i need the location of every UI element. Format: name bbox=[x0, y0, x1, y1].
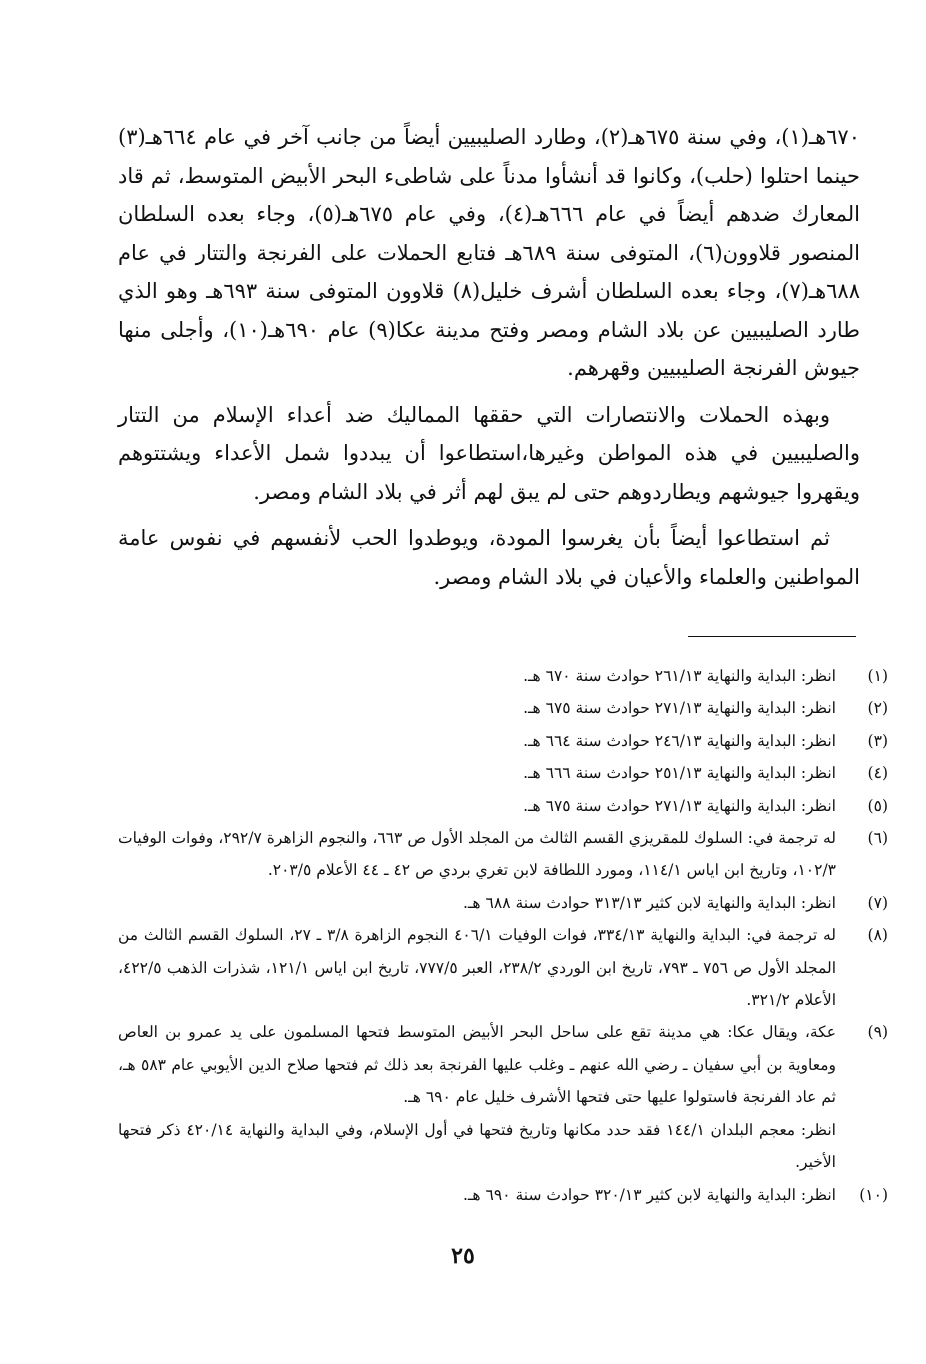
footnote-2 bbox=[118, 692, 888, 724]
footnote-8 bbox=[118, 919, 888, 1016]
footnote-text: عكة، ويقال عكا: هي مدينة تقع على ساحل البحر الأبيض المتوسط فتحها المسلمون على يد عمرو بن العاص ومعاوية بن أبي سفيان ـ رضي الله عنهم ـ وغلب عليها الفرنجة بعد ذلك ثم فتحها صلاح الدين الأيوبي عام ٥٨٣ هـ، ثم عاد الفرنجة فاستولوا عليها حتى فتحها الأشرف خليل عام ٦٩٠ هـ. bbox=[118, 1023, 836, 1107]
footnote-number: (١) bbox=[867, 667, 888, 685]
main-text bbox=[118, 118, 860, 596]
footnote-3 bbox=[118, 725, 888, 757]
footnote-text: انظر: البداية والنهاية ٢٥١/١٣ حوادث سنة ٦٦٦ هـ. bbox=[523, 764, 836, 783]
footnote-number: (٣) bbox=[867, 731, 888, 750]
footnote-text: له ترجمة في: البداية والنهاية ٣٣٤/١٣، فوات الوفيات ٤٠٦/١ النجوم الزاهرة ٣/٨ ـ ٢٧، السلوك القسم الثالث من المجلد الأول ص ٧٥٦ ـ ٧٩٣، تاريخ ابن الوردي ٢٣٨/٢، العبر ٧٧٧/٥، تاريخ ابن اياس ١٢١/١، شذرات الذهب ٤٢٢/٥، الأعلام ٣٢١/٢. bbox=[118, 926, 836, 1010]
footnotes bbox=[118, 660, 888, 1211]
footnote-9-continuation bbox=[118, 1114, 862, 1179]
footnote-text: انظر: البداية والنهاية ٢٤٦/١٣ حوادث سنة ٦٦٤ هـ. bbox=[523, 731, 836, 750]
footnote-number: (١٠) bbox=[859, 1185, 888, 1204]
footnote-4 bbox=[118, 757, 888, 789]
footnote-separator bbox=[688, 636, 856, 637]
footnote-number: (٦) bbox=[867, 829, 888, 848]
footnote-text: انظر: البداية والنهاية ٢٧١/١٣ حوادث سنة ٦٧٥ هـ. bbox=[523, 699, 836, 718]
footnote-text: انظر: معجم البلدان ١٤٤/١ فقد حدد مكانها وتاريخ فتحها في أول الإسلام، وفي البداية والنهاية ٤٢٠/١٤ ذكر فتحها الأخير. bbox=[118, 1120, 836, 1172]
footnote-1 bbox=[118, 660, 888, 692]
paragraph-3: ثم استطاعوا أيضاً بأن يغرسوا المودة، ويوطدوا الحب لأنفسهم في نفوس عامة المواطنين والعلماء والأعيان في بلاد الشام ومصر. bbox=[118, 526, 860, 589]
footnote-text: انظر: البداية والنهاية ٢٧١/١٣ حوادث سنة ٦٧٥ هـ. bbox=[523, 796, 836, 815]
footnote-9 bbox=[118, 1016, 888, 1113]
footnote-number: (٥) bbox=[867, 796, 888, 815]
footnote-text: انظر: البداية والنهاية لابن كثير ٣١٣/١٣ حوادث سنة ٦٨٨ هـ. bbox=[462, 893, 836, 912]
footnote-number: (٨) bbox=[867, 926, 888, 945]
footnote-10 bbox=[118, 1179, 888, 1211]
paragraph-2: وبهذه الحملات والانتصارات التي حققها المماليك ضد أعداء الإسلام من التتار والصليبيين في هذه المواطن وغيرها،استطاعوا أن يبددوا شمل الأعداء ويشتتوهم ويقهروا جيوشهم ويطاردوهم حتى لم يبق لهم أثر في بلاد الشام ومصر. bbox=[118, 402, 860, 504]
paragraph-1: ٦٧٠هـ(١)، وفي سنة ٦٧٥هـ(٢)، وطارد الصليبيين أيضاً من جانب آخر في عام ٦٦٤هـ(٣) حينما احتلوا (حلب)، وكانوا قد أنشأوا مدناً على شاطىء البحر الأبيض المتوسط، ثم قاد المعارك ضدهم أيضاً في عام ٦٦٦هـ(٤)، وفي عام ٦٧٥هـ(٥)، وجاء بعده السلطان المنصور قلاوون(٦)، المتوفى سنة ٦٨٩هـ فتابع الحملات على الفرنجة والتتار في عام ٦٨٨هـ(٧)، وجاء بعده السلطان أشرف خليل(٨) قلاوون المتوفى سنة ٦٩٣هـ وهو الذي طارد الصليبيين عن بلاد الشام ومصر وفتح مدينة عكا(٩) عام ٦٩٠هـ(١٠)، وأجلى منها جيوش الفرنجة الصليبيين وقهرهم. bbox=[118, 125, 860, 380]
footnote-number: (٩) bbox=[867, 1023, 888, 1042]
page-number: ٢٥ bbox=[451, 1243, 475, 1269]
footnote-5 bbox=[118, 790, 888, 822]
footnote-number: (٢) bbox=[867, 699, 888, 718]
footnote-number: (٤) bbox=[867, 764, 888, 783]
footnote-text: له ترجمة في: السلوك للمقريزي القسم الثالث من المجلد الأول ص ٦٦٣، والنجوم الزاهرة ٢٩٢/٧، وفوات الوفيات ١٠٢/٣، وتاريخ ابن اياس ١١٤/١، ومورد اللطافة لابن تغري بردي ص ٤٢ ـ ٤٤ الأعلام ٢٠٣/٥. bbox=[118, 829, 836, 880]
footnote-text: انظر: البداية والنهاية ٢٦١/١٣ حوادث سنة ٦٧٠ هـ. bbox=[523, 667, 836, 685]
footnote-number: (٧) bbox=[867, 893, 888, 912]
footnote-7 bbox=[118, 887, 888, 919]
footnote-6 bbox=[118, 822, 888, 887]
footnote-text: انظر: البداية والنهاية لابن كثير ٣٢٠/١٣ حوادث سنة ٦٩٠ هـ. bbox=[462, 1185, 836, 1204]
